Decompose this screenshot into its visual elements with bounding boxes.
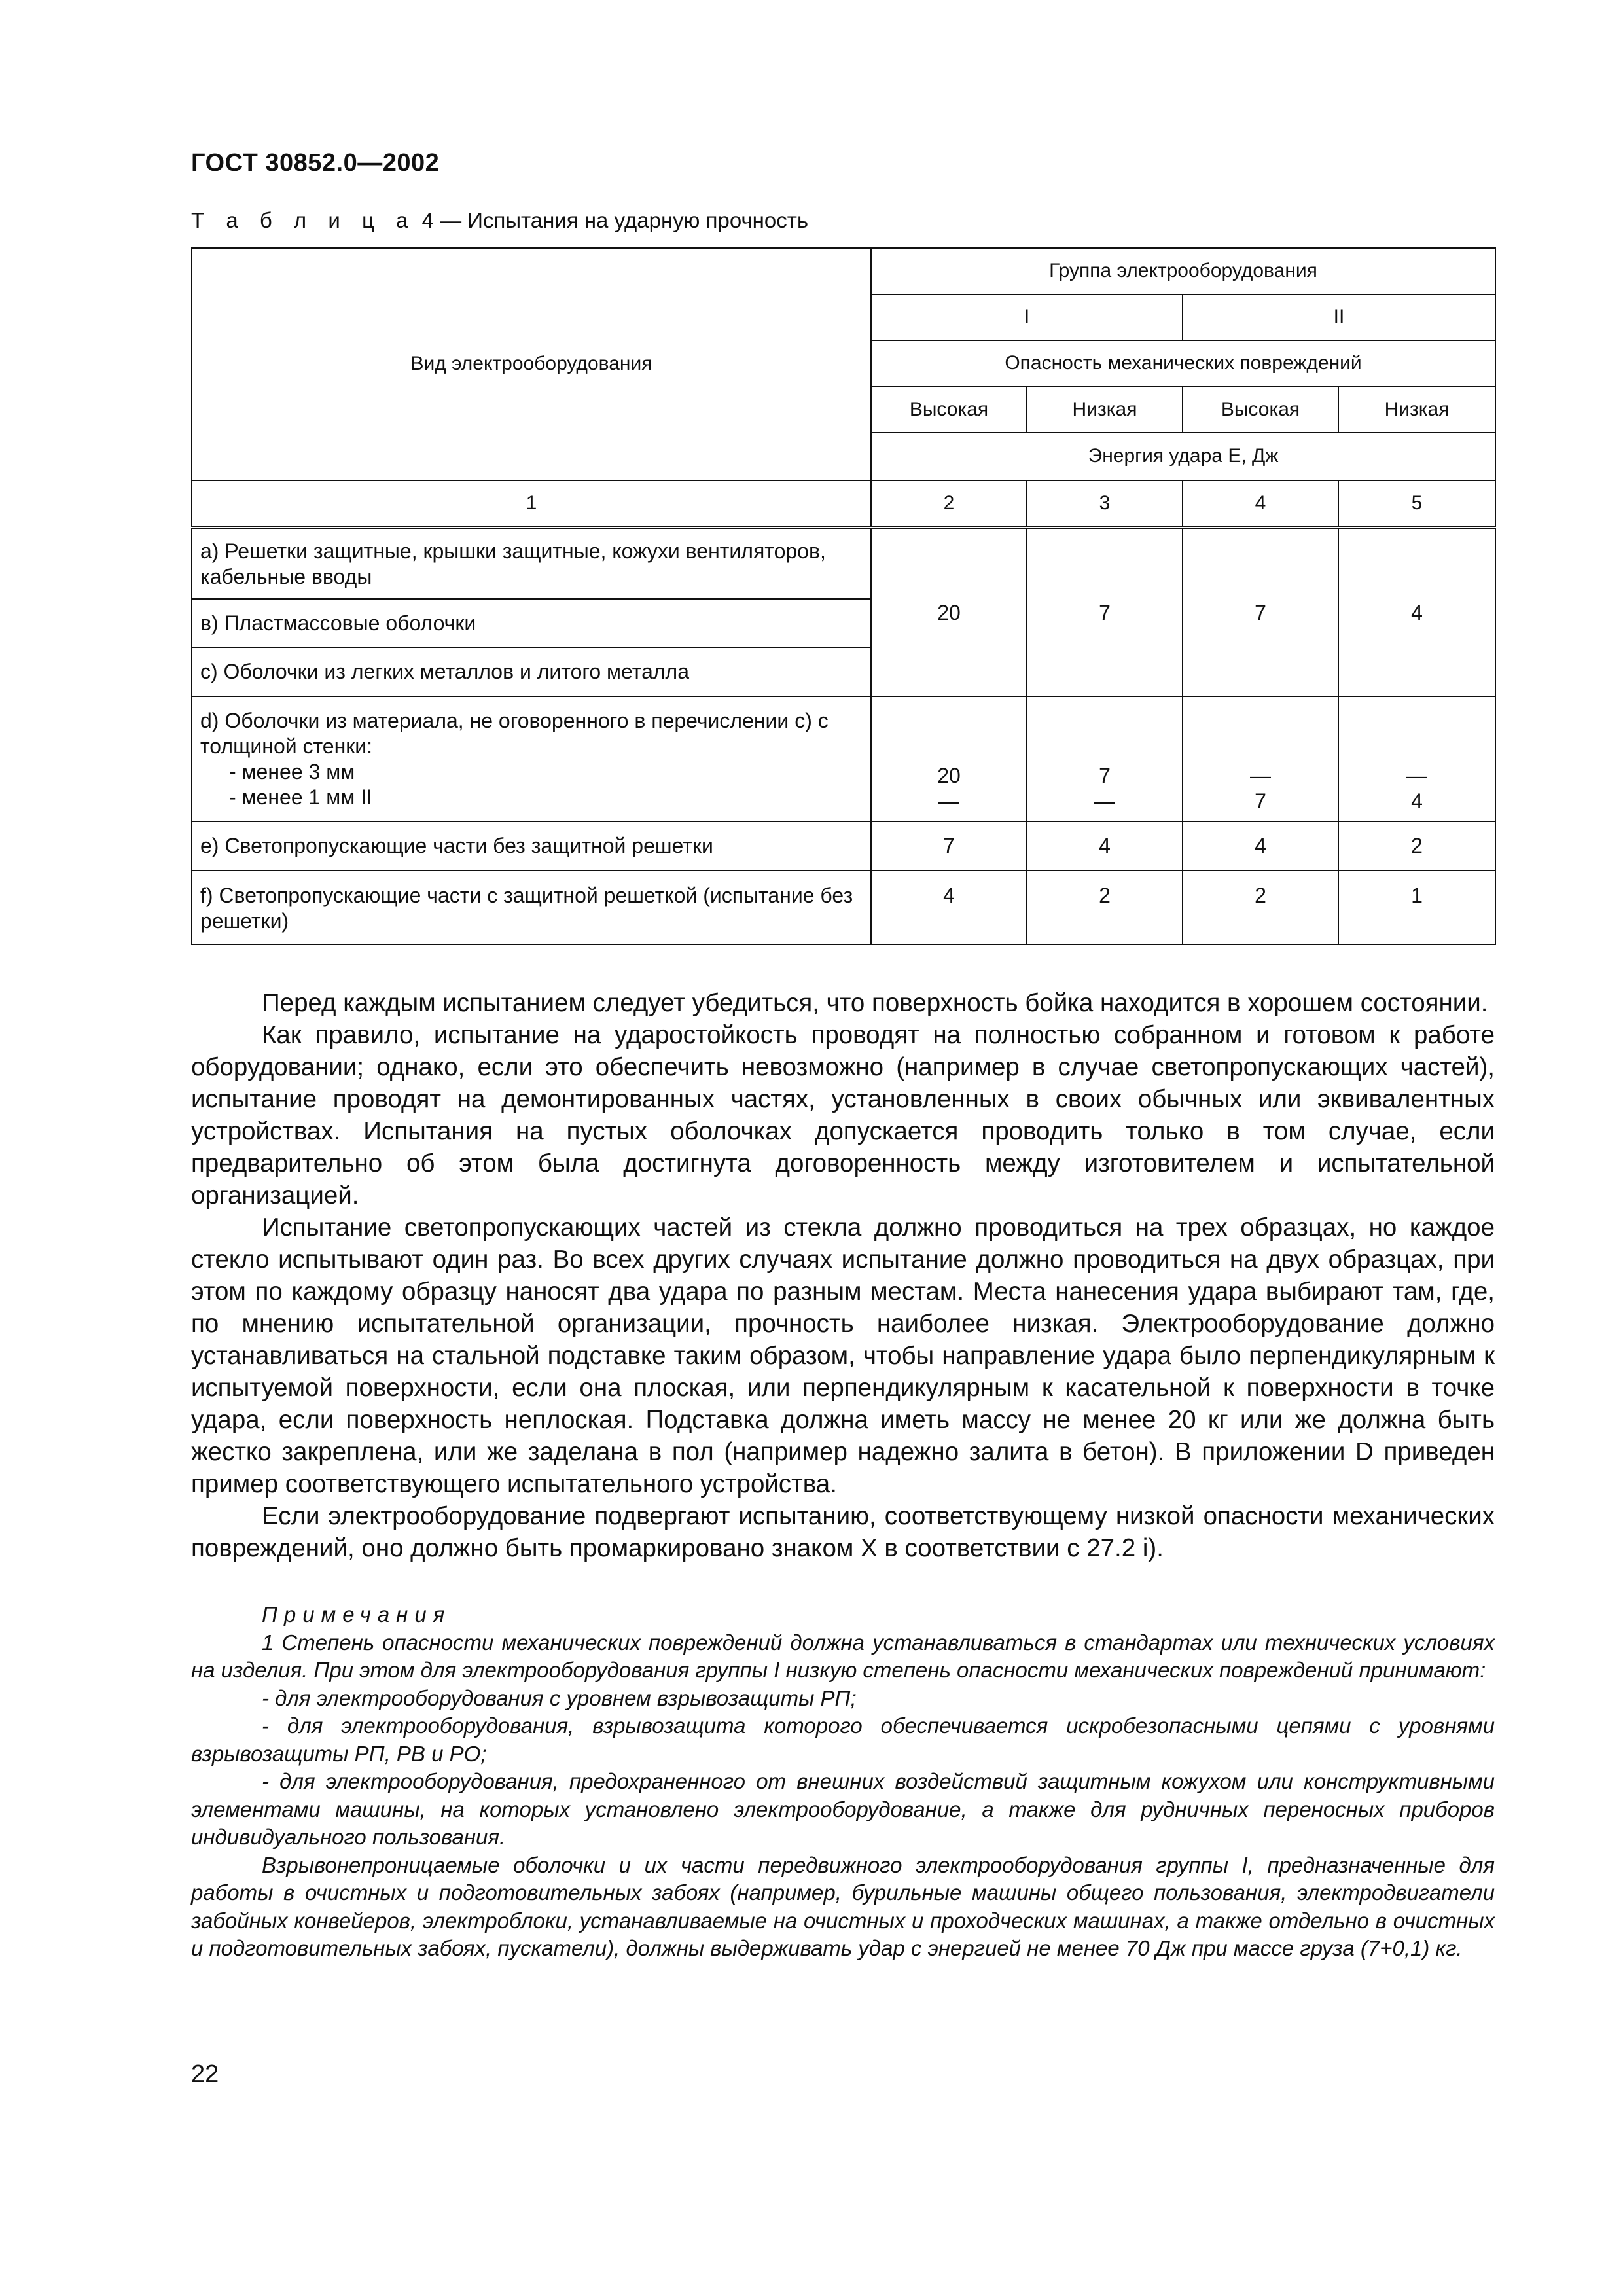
value-cell [1338,696,1495,821]
note-list-item: - для электрооборудования, предохраненного от внешних воздействий защитным кожухом или конструктивными элементами машины, на которых установлено электрооборудование, а также для рудничных переносных приборов индивидуального пользования. [191,1769,1495,1849]
value-cell [871,696,1027,821]
column-number: 4 [1183,480,1338,528]
body-paragraph: Если электрооборудование подвергают испытанию, соответствующему низкой опасности механических повреждений, оно должно быть промаркировано знаком X в соответствии с 27.2 i). [191,1502,1495,1562]
value-cell: 4 [1027,821,1183,870]
group-II-header: II [1183,295,1495,341]
value-line: — [938,789,959,814]
row-c-label: c) Оболочки из легких металлов и литого металла [192,647,871,696]
note-paragraph: Взрывонепроницаемые оболочки и их части передвижного электрооборудования группы I, предназначенные для работы в очистных и подготовительных забоях (например, бурильные машины общего пользования, электродвигатели забойных конвейеров, электроблоки, устанавливаемые на очистных и проходческих машинах, а также отдельно в очистных и подготовительных забоях, пускатели), должны выдерживать удар с энергией не менее 70 Дж при массе груза (7+0,1) кг. [191,1852,1495,1960]
impact-energy-header: Энергия удара Е, Дж [871,433,1495,480]
value-cell: 2 [1027,870,1183,944]
impact-test-table [191,247,1495,945]
value-line: — [1094,789,1115,814]
body-text [191,987,1495,1564]
row-f-label: f) Светопропускающие части с защитной решеткой (испытание без решетки) [192,870,871,944]
column-number: 2 [871,480,1027,528]
value-cell: 1 [1338,870,1495,944]
row-d-label [192,696,871,821]
value-line: 7 [1255,789,1266,814]
value-cell: 7 [871,821,1027,870]
column-number: 5 [1338,480,1495,528]
value-line: 20 [937,764,961,788]
level-header: Низкая [1338,387,1495,433]
page-number: 22 [191,2060,219,2088]
body-paragraph: Перед каждым испытанием следует убедиться, что поверхность бойка находится в хорошем состоянии. [262,989,1488,1017]
row-b-label: в) Пластмассовые оболочки [192,599,871,648]
note-paragraph: 1 Степень опасности механических повреждений должна устанавливаться в стандартах или технических условиях на изделия. При этом для электрооборудования группы I низкую степень опасности механических повреждений принимают: [191,1630,1495,1682]
equipment-type-header: Вид электрооборудования [192,248,871,480]
note-list-item: - для электрооборудования с уровнем взрывозащиты РП; [262,1685,857,1710]
value-line: — [1406,764,1428,788]
value-cell: 7 [1027,528,1183,696]
value-cell: 2 [1183,870,1338,944]
body-paragraph: Как правило, испытание на ударостойкость проводят на полностью собранном и готовом к работе оборудовании; однако, если это обеспечить невозможно (например в случае светопропускающих частей), испытание проводят на демонтированных частях, установленных в своих обычных или эквивалентных устройствах. Испытания на пустых оболочках допускается проводить только в том случае, если предварительно об этом была достигнута договоренность между изготовителем и испытательной организацией. [191,1021,1495,1210]
standard-id-header: ГОСТ 30852.0—2002 [191,149,440,177]
value-cell [1027,696,1183,821]
value-cell: 2 [1338,821,1495,870]
row-e-label: e) Светопропускающие части без защитной решетки [192,821,871,870]
column-number: 3 [1027,480,1183,528]
row-a-label: a) Решетки защитные, крышки защитные, кожухи вентиляторов, кабельные вводы [192,528,871,599]
value-cell [1183,696,1338,821]
value-cell: 4 [871,870,1027,944]
notes-title: Примечания [262,1602,452,1626]
value-cell: 4 [1338,528,1495,696]
table-caption-title: 4 — Испытания на ударную прочность [421,208,809,232]
row-d-sub2: - менее 1 мм II [229,785,372,809]
group-I-header: I [871,295,1183,341]
value-cell: 7 [1183,528,1338,696]
row-d-sub1: - менее 3 мм [229,759,355,783]
level-header: Высокая [871,387,1027,433]
table-caption [191,208,808,233]
level-header: Низкая [1027,387,1183,433]
column-number: 1 [192,480,871,528]
value-line: 4 [1411,789,1423,814]
value-line: — [1250,764,1271,788]
equipment-group-header: Группа электрооборудования [871,248,1495,295]
value-cell: 4 [1183,821,1338,870]
row-d-title: d) Оболочки из материала, не оговоренного в перечислении c) с толщиной стенки: [200,708,829,758]
mechanical-danger-header: Опасность механических повреждений [871,340,1495,387]
notes-section [191,1601,1495,1963]
body-paragraph: Испытание светопропускающих частей из стекла должно проводиться на трех образцах, но каждое стекло испытывают один раз. Во всех других случаях испытание должно проводиться на двух образцах, при этом по каждому образцу наносят два удара по разным местам. Места нанесения удара выбирают там, где, по мнению испытательной организации, прочность наиболее низкая. Электрооборудование должно устанавливаться на стальной подставке таким образом, чтобы направление удара было перпендикулярным к испытуемой поверхности, если она плоская, или перпендикулярным к касательной к поверхности в точке удара, если поверхность неплоская. Подставка должна иметь массу не менее 20 кг или же должна быть жестко закреплена, или же заделана в пол (например надежно залита в бетон). В приложении D приведен пример соответствующего испытательного устройства. [191,1213,1495,1498]
note-list-item: - для электрооборудования, взрывозащита которого обеспечивается искробезопасными цепями с уровнями взрывозащиты РП, РВ и РО; [191,1713,1495,1766]
value-cell: 20 [871,528,1027,696]
value-line: 7 [1099,764,1111,788]
table-caption-label: Т а б л и ц а [191,208,416,232]
level-header: Высокая [1183,387,1338,433]
